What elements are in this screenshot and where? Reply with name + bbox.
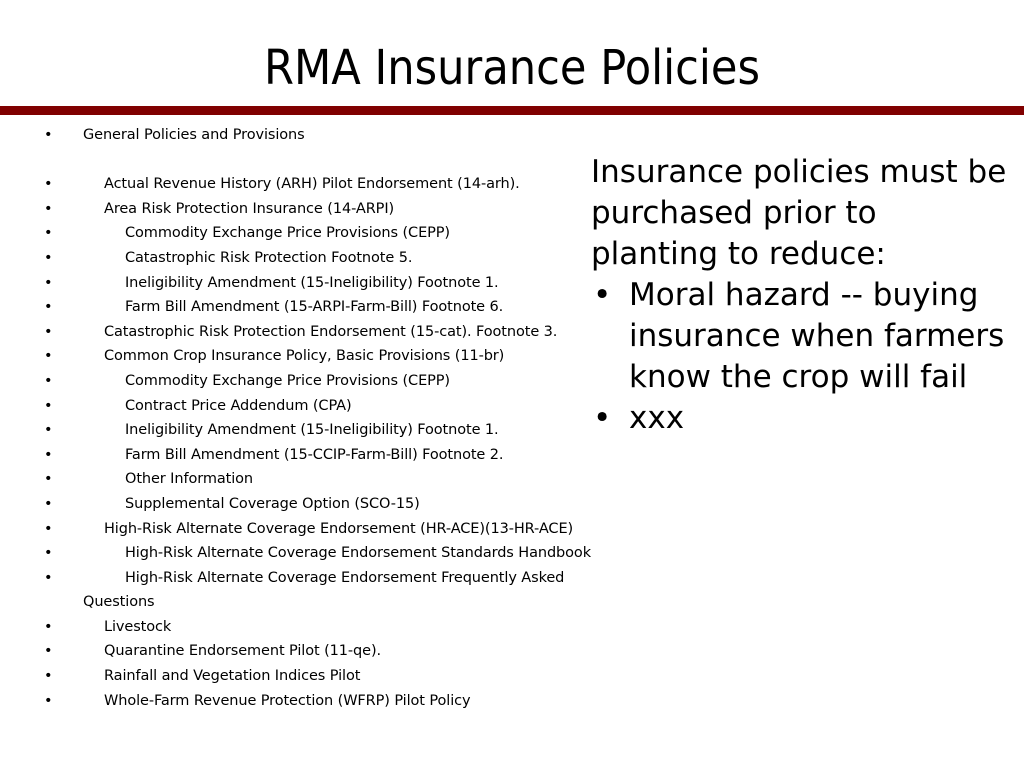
list-item (0, 369, 640, 394)
list-item-text: High-Risk Alternate Coverage Endorsement (HR-ACE)(13-HR-ACE) (104, 520, 574, 537)
list-item (0, 492, 640, 517)
list-item (0, 295, 640, 320)
list-item (0, 172, 640, 197)
list-item (0, 566, 640, 615)
list-item-text: Farm Bill Amendment (15-ARPI-Farm-Bill) Footnote 6. (125, 299, 504, 316)
list-item (0, 664, 640, 689)
list-item (0, 541, 640, 566)
bullet-icon: • (44, 520, 53, 537)
bullet-icon: • (44, 299, 53, 316)
list-item (0, 517, 640, 542)
summary-bullet-text: xxx (629, 400, 685, 436)
list-item (0, 221, 640, 246)
list-item-text: Catastrophic Risk Protection Footnote 5. (125, 249, 413, 266)
bullet-icon: • (44, 692, 53, 709)
summary-text (591, 152, 1011, 439)
list-item-text: Actual Revenue History (ARH) Pilot Endorsement (14-arh). (104, 176, 520, 193)
bullet-icon: • (593, 400, 612, 436)
bullet-icon: • (44, 668, 53, 685)
title-divider (0, 106, 1024, 115)
list-item (0, 394, 640, 419)
list-item-text: Rainfall and Vegetation Indices Pilot (104, 668, 361, 685)
bullet-icon: • (44, 127, 53, 143)
list-item-text: General Policies and Provisions (83, 127, 305, 143)
bullet-icon: • (44, 200, 53, 217)
list-item (0, 443, 640, 468)
bullet-icon: • (44, 471, 53, 488)
summary-bullet-text: Moral hazard -- buying insurance when farmers know the crop will fail (629, 277, 1005, 395)
list-item-text: High-Risk Alternate Coverage Endorsement Standards Handbook (125, 545, 592, 562)
summary-bullet (591, 275, 1011, 398)
list-item-text: Contract Price Addendum (CPA) (125, 397, 352, 414)
summary-bullet (591, 398, 1011, 439)
bullet-icon: • (44, 397, 53, 414)
list-item-text: Livestock (104, 618, 172, 635)
bullet-icon: • (44, 569, 53, 586)
list-item-text: Area Risk Protection Insurance (14-ARPI) (104, 200, 395, 217)
bullet-icon: • (44, 422, 53, 439)
policy-list (0, 123, 640, 713)
list-item-text: Commodity Exchange Price Provisions (CEPP) (125, 372, 450, 389)
list-item (0, 197, 640, 222)
summary-bullets (591, 275, 1011, 439)
bullet-icon: • (44, 545, 53, 562)
list-item (0, 320, 640, 345)
list-item (0, 271, 640, 296)
list-item-text: High-Risk Alternate Coverage Endorsement Frequently Asked Questions (83, 569, 565, 611)
bullet-icon: • (44, 249, 53, 266)
list-item-text: Ineligibility Amendment (15-Ineligibility) Footnote 1. (125, 274, 499, 291)
list-item (0, 689, 640, 714)
list-item-text: Whole-Farm Revenue Protection (WFRP) Pilot Policy (104, 692, 471, 709)
list-item-text: Ineligibility Amendment (15-Ineligibility) Footnote 1. (125, 422, 499, 439)
list-item-text: Commodity Exchange Price Provisions (CEPP) (125, 225, 450, 242)
list-item-text: Farm Bill Amendment (15-CCIP-Farm-Bill) Footnote 2. (125, 446, 504, 463)
list-item (0, 344, 640, 369)
list-item (0, 123, 640, 148)
list-item-text: Common Crop Insurance Policy, Basic Provisions (11-br) (104, 348, 505, 365)
bullet-icon: • (44, 372, 53, 389)
list-item-text: Supplemental Coverage Option (SCO-15) (125, 495, 420, 512)
list-spacer (0, 148, 640, 173)
list-item (0, 246, 640, 271)
slide-title: RMA Insurance Policies (263, 40, 761, 96)
bullet-icon: • (44, 446, 53, 463)
list-item-text: Catastrophic Risk Protection Endorsement (15-cat). Footnote 3. (104, 323, 558, 340)
list-item (0, 639, 640, 664)
summary-intro: Insurance policies must be purchased prior to planting to reduce: (591, 154, 1007, 272)
list-item (0, 467, 640, 492)
list-item-text: Quarantine Endorsement Pilot (11-qe). (104, 643, 382, 660)
bullet-icon: • (44, 618, 53, 635)
list-item (0, 615, 640, 640)
bullet-icon: • (44, 225, 53, 242)
bullet-icon: • (44, 323, 53, 340)
bullet-icon: • (44, 176, 53, 193)
bullet-icon: • (44, 495, 53, 512)
bullet-icon: • (44, 643, 53, 660)
bullet-icon: • (44, 274, 53, 291)
bullet-icon: • (593, 277, 612, 313)
list-item (0, 418, 640, 443)
bullet-icon: • (44, 348, 53, 365)
list-item-text: Other Information (125, 471, 254, 488)
